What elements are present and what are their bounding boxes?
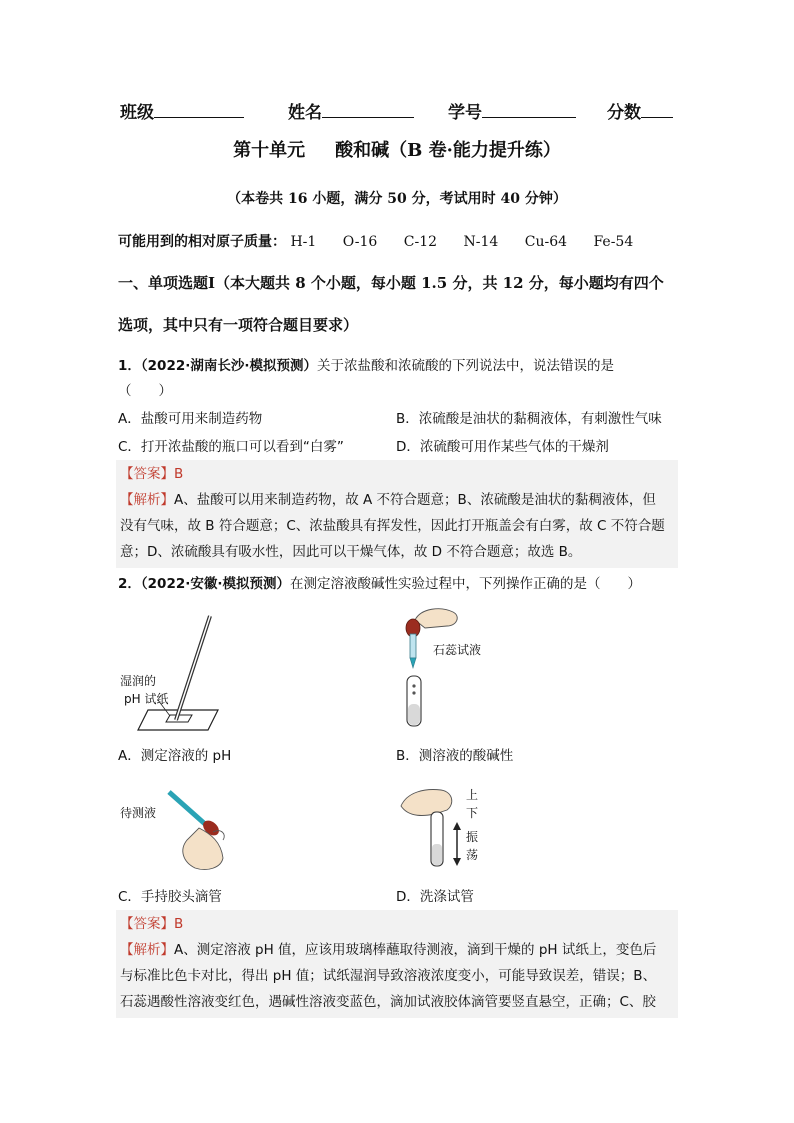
id-label: 学号 — [448, 103, 482, 123]
atomic-mass-line — [118, 231, 655, 251]
score-field[interactable] — [641, 103, 673, 118]
option-d[interactable]: D．浓硫酸可用作某些气体的干燥剂 — [396, 439, 609, 455]
answer-line — [120, 462, 183, 482]
figure-a-label-line2: pH 试纸 — [124, 692, 169, 706]
question-number: 1． — [118, 358, 141, 374]
option-b[interactable]: B．浓硫酸是油状的黏稠液体，有刺激性气味 — [396, 411, 662, 427]
score-label: 分数 — [607, 103, 641, 123]
q1-answer-box — [116, 460, 678, 568]
title-unit: 第十单元 — [233, 140, 306, 161]
question-source: （2022·湖南长沙·模拟预测） — [140, 358, 317, 374]
figure-d-label-up: 上 — [466, 788, 479, 802]
figure-b-label: 石蕊试液 — [433, 643, 482, 657]
figure-c-tilted-dropper — [165, 788, 255, 876]
figure-d-label-shake1: 振 — [466, 830, 479, 844]
atomic-mass-item: Fe-54 — [593, 234, 634, 250]
analysis-line: 意；D、浓硫酸具有吸水性，因此可以干燥气体，故 D 不符合题意；故选 B。 — [120, 544, 582, 560]
figure-c-label: 待测液 — [120, 806, 157, 820]
page-title — [0, 136, 794, 162]
question-text: 关于浓盐酸和浓硫酸的下列说法中，说法错误的是 — [317, 358, 614, 374]
exam-subtitle: （本卷共 16 小题，满分 50 分，考试用时 40 分钟） — [227, 191, 567, 207]
question-number: 2． — [118, 576, 141, 592]
analysis-label: 【解析】 — [120, 942, 174, 958]
analysis-label: 【解析】 — [120, 492, 174, 508]
analysis-line — [120, 938, 656, 958]
class-label: 班级 — [120, 103, 154, 123]
option-a[interactable]: A．盐酸可用来制造药物 — [118, 411, 263, 427]
analysis-text: A、测定溶液 pH 值，应该用玻璃棒蘸取待测液，滴到干燥的 pH 试纸上，变色后 — [174, 942, 657, 958]
option-c[interactable]: C．手持胶头滴管 — [118, 889, 222, 905]
q2-answer-box — [116, 910, 678, 1018]
option-a[interactable]: A．测定溶液的 pH — [118, 748, 232, 764]
analysis-text: A、盐酸可以用来制造药物，故 A 不符合题意；B、浓硫酸是油状的黏稠液体，但 — [174, 492, 656, 508]
question-1-blank: （ ） — [118, 383, 172, 399]
atomic-mass-item: C-12 — [403, 234, 438, 250]
atomic-mass-item: O-16 — [342, 234, 378, 250]
analysis-line: 与标准比色卡对比，得出 pH 值；试纸湿润导致溶液浓度变小，可能导致误差，错误；B、 — [120, 968, 657, 984]
figure-b-litmus-dropper — [395, 604, 475, 730]
figure-d-label-shake2: 荡 — [466, 848, 479, 862]
question-2-stem — [118, 572, 641, 592]
atomic-mass-label: 可能用到的相对原子质量： — [118, 234, 286, 250]
answer-value: B — [174, 916, 184, 932]
id-field[interactable] — [482, 103, 576, 118]
question-1-stem — [118, 354, 614, 374]
atomic-mass-item: N-14 — [463, 234, 499, 250]
class-field[interactable] — [154, 103, 244, 118]
question-text: 在测定溶液酸碱性实验过程中，下列操作正确的是（ ） — [290, 576, 641, 592]
option-b[interactable]: B．测溶液的酸碱性 — [396, 748, 514, 764]
analysis-line — [120, 488, 656, 508]
answer-label: 【答案】 — [120, 466, 174, 482]
figure-d-label-down: 下 — [466, 806, 479, 820]
answer-label: 【答案】 — [120, 916, 174, 932]
section-heading-line1: 一、单项选题Ⅰ（本大题共 8 个小题，每小题 1.5 分，共 12 分，每小题均有四个 — [118, 274, 664, 292]
question-source: （2022·安徽·模拟预测） — [140, 576, 290, 592]
analysis-line: 石蕊遇酸性溶液变红色，遇碱性溶液变蓝色，滴加试液胶体滴管要竖直悬空，正确；C、胶 — [120, 994, 656, 1010]
answer-line — [120, 912, 183, 932]
option-d[interactable]: D．洗涤试管 — [396, 889, 474, 905]
section-heading-line2: 选项，其中只有一项符合题目要求） — [118, 316, 359, 334]
student-info-header — [120, 98, 680, 124]
analysis-line: 没有气味，故 B 符合题意；C、浓盐酸具有挥发性，因此打开瓶盖会有白雾，故 C 不符合题 — [120, 518, 665, 534]
option-c[interactable]: C．打开浓盐酸的瓶口可以看到“白雾” — [118, 439, 344, 455]
atomic-mass-item: Cu-64 — [524, 234, 568, 250]
figure-a-label-line1: 湿润的 — [120, 674, 157, 688]
name-field[interactable] — [322, 103, 414, 118]
atomic-mass-item: H-1 — [290, 234, 317, 250]
name-label: 姓名 — [288, 103, 322, 123]
figure-d-shaking-tube — [395, 782, 465, 872]
answer-value: B — [174, 466, 184, 482]
title-topic: 酸和碱（B 卷·能力提升练） — [335, 140, 561, 161]
